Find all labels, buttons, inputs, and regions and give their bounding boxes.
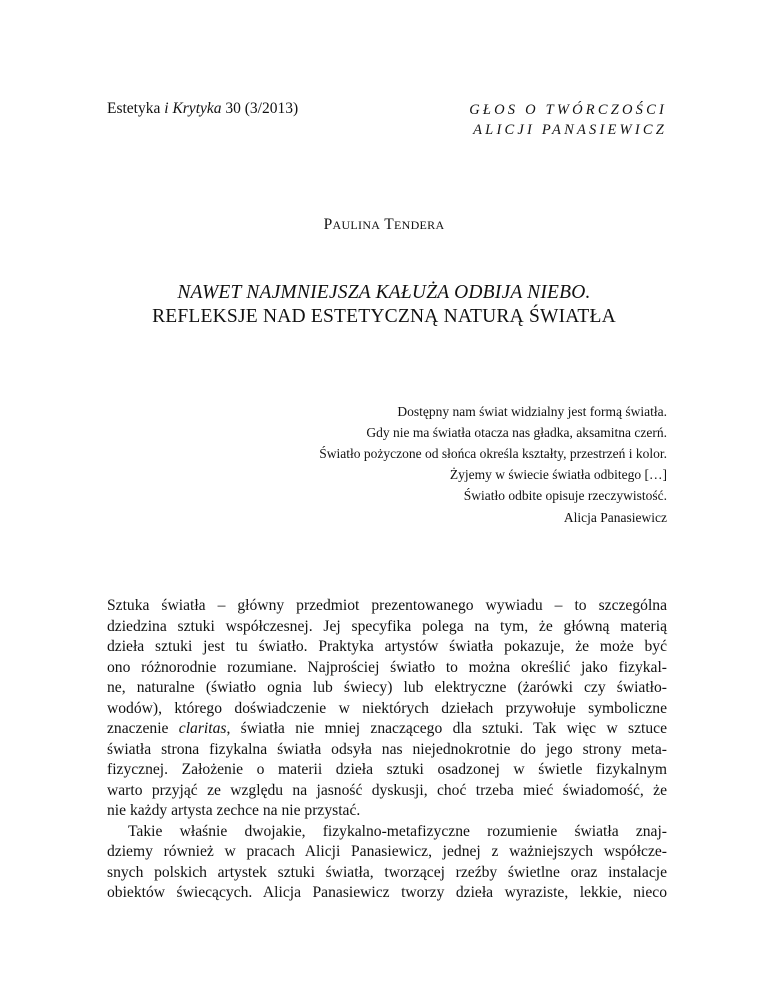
epigraph-attribution: Alicja Panasiewicz bbox=[563, 510, 667, 525]
article-body bbox=[107, 596, 667, 904]
body-line: nie każdy artysta zechce na nie przystać. bbox=[107, 802, 361, 819]
body-line: obiektów świecących. Alicja Panasiewicz tworzy dzieła wyraziste, lekkie, nieco bbox=[107, 884, 667, 901]
section-heading bbox=[469, 100, 667, 140]
epigraph-line: Dostępny nam świat widzialny jest formą światła. bbox=[397, 404, 667, 419]
article-title bbox=[0, 281, 768, 329]
journal-citation bbox=[107, 100, 298, 118]
body-line-segment: znaczenie bbox=[107, 720, 179, 737]
body-line: ono różnorodnie rozumiane. Najprościej światło to można określić jako fizykal- bbox=[107, 658, 667, 676]
author-last-initial: T bbox=[384, 216, 394, 233]
body-line: dziedzina sztuki współczesnej. Jej specyfika polega na tym, że główną materią bbox=[107, 617, 667, 635]
epigraph bbox=[319, 401, 667, 506]
epigraph-line: Światło odbite opisuje rzeczywistość. bbox=[463, 488, 667, 503]
body-line: wodów), którego doświadczenie w niektórych dziełach przywołuje symboliczne bbox=[107, 699, 667, 717]
epigraph-line: Żyjemy w świecie światła odbitego […] bbox=[449, 467, 667, 482]
body-line-segment: , światła nie mniej znaczącego dla sztuki. Tak więc w sztuce bbox=[226, 720, 667, 737]
journal-name-and: i bbox=[164, 100, 169, 117]
section-line-2: ALICJI PANASIEWICZ bbox=[473, 122, 667, 138]
body-line: warto przyjąć ze względu na jasność dyskusji, choć trzeba mieć świadomość, że bbox=[107, 781, 667, 799]
body-line: fizycznej. Założenie o materii dzieła sztuki osadzonej w świetle fizykalnym bbox=[107, 761, 667, 778]
latin-term: claritas bbox=[178, 720, 227, 737]
title-line-1: NAWET NAJMNIEJSZA KAŁUŻA ODBIJA NIEBO. bbox=[177, 282, 591, 303]
section-line-1: GŁOS O TWÓRCZOŚCI bbox=[469, 102, 667, 118]
journal-name-part1: Estetyka bbox=[107, 100, 161, 117]
journal-issue: 30 (3/2013) bbox=[225, 100, 299, 117]
body-line: dzieła sztuki jest tu światło. Praktyka artystów światła pokazuje, że może być bbox=[107, 638, 667, 655]
body-line: Sztuka światła – główny przedmiot prezentowanego wywiadu – to szczególna bbox=[107, 597, 667, 614]
author-name bbox=[0, 216, 768, 234]
author-last-rest: ENDERA bbox=[393, 218, 445, 232]
author-first-rest: AULINA bbox=[332, 218, 381, 232]
author-first-initial: P bbox=[323, 216, 333, 233]
body-line: dziemy również w pracach Alicji Panasiewicz, jednej z ważniejszych współcze- bbox=[107, 843, 667, 860]
title-line-2: REFLEKSJE NAD ESTETYCZNĄ NATURĄ ŚWIATŁA bbox=[152, 306, 616, 327]
epigraph-line: Światło pożyczone od słońca określa kształty, przestrzeń i kolor. bbox=[319, 446, 667, 461]
body-line: Takie właśnie dwojakie, fizykalno-metafizyczne rozumienie światła znaj- bbox=[128, 822, 667, 840]
body-line: ne, naturalne (światło ognia lub świecy) lub elektryczne (żarówki czy światło- bbox=[107, 679, 667, 696]
journal-name-part2: Krytyka bbox=[172, 100, 222, 117]
epigraph-line: Gdy nie ma światła otacza nas gładka, aksamitna czerń. bbox=[366, 425, 667, 440]
body-line bbox=[107, 719, 667, 740]
body-line: światła strona fizykalna światła odsyła nas niejednokrotnie do jego strony meta- bbox=[107, 740, 667, 758]
body-line: snych polskich artystek sztuki światła, tworzącej rzeźby świetlne oraz instalacje bbox=[107, 863, 667, 881]
